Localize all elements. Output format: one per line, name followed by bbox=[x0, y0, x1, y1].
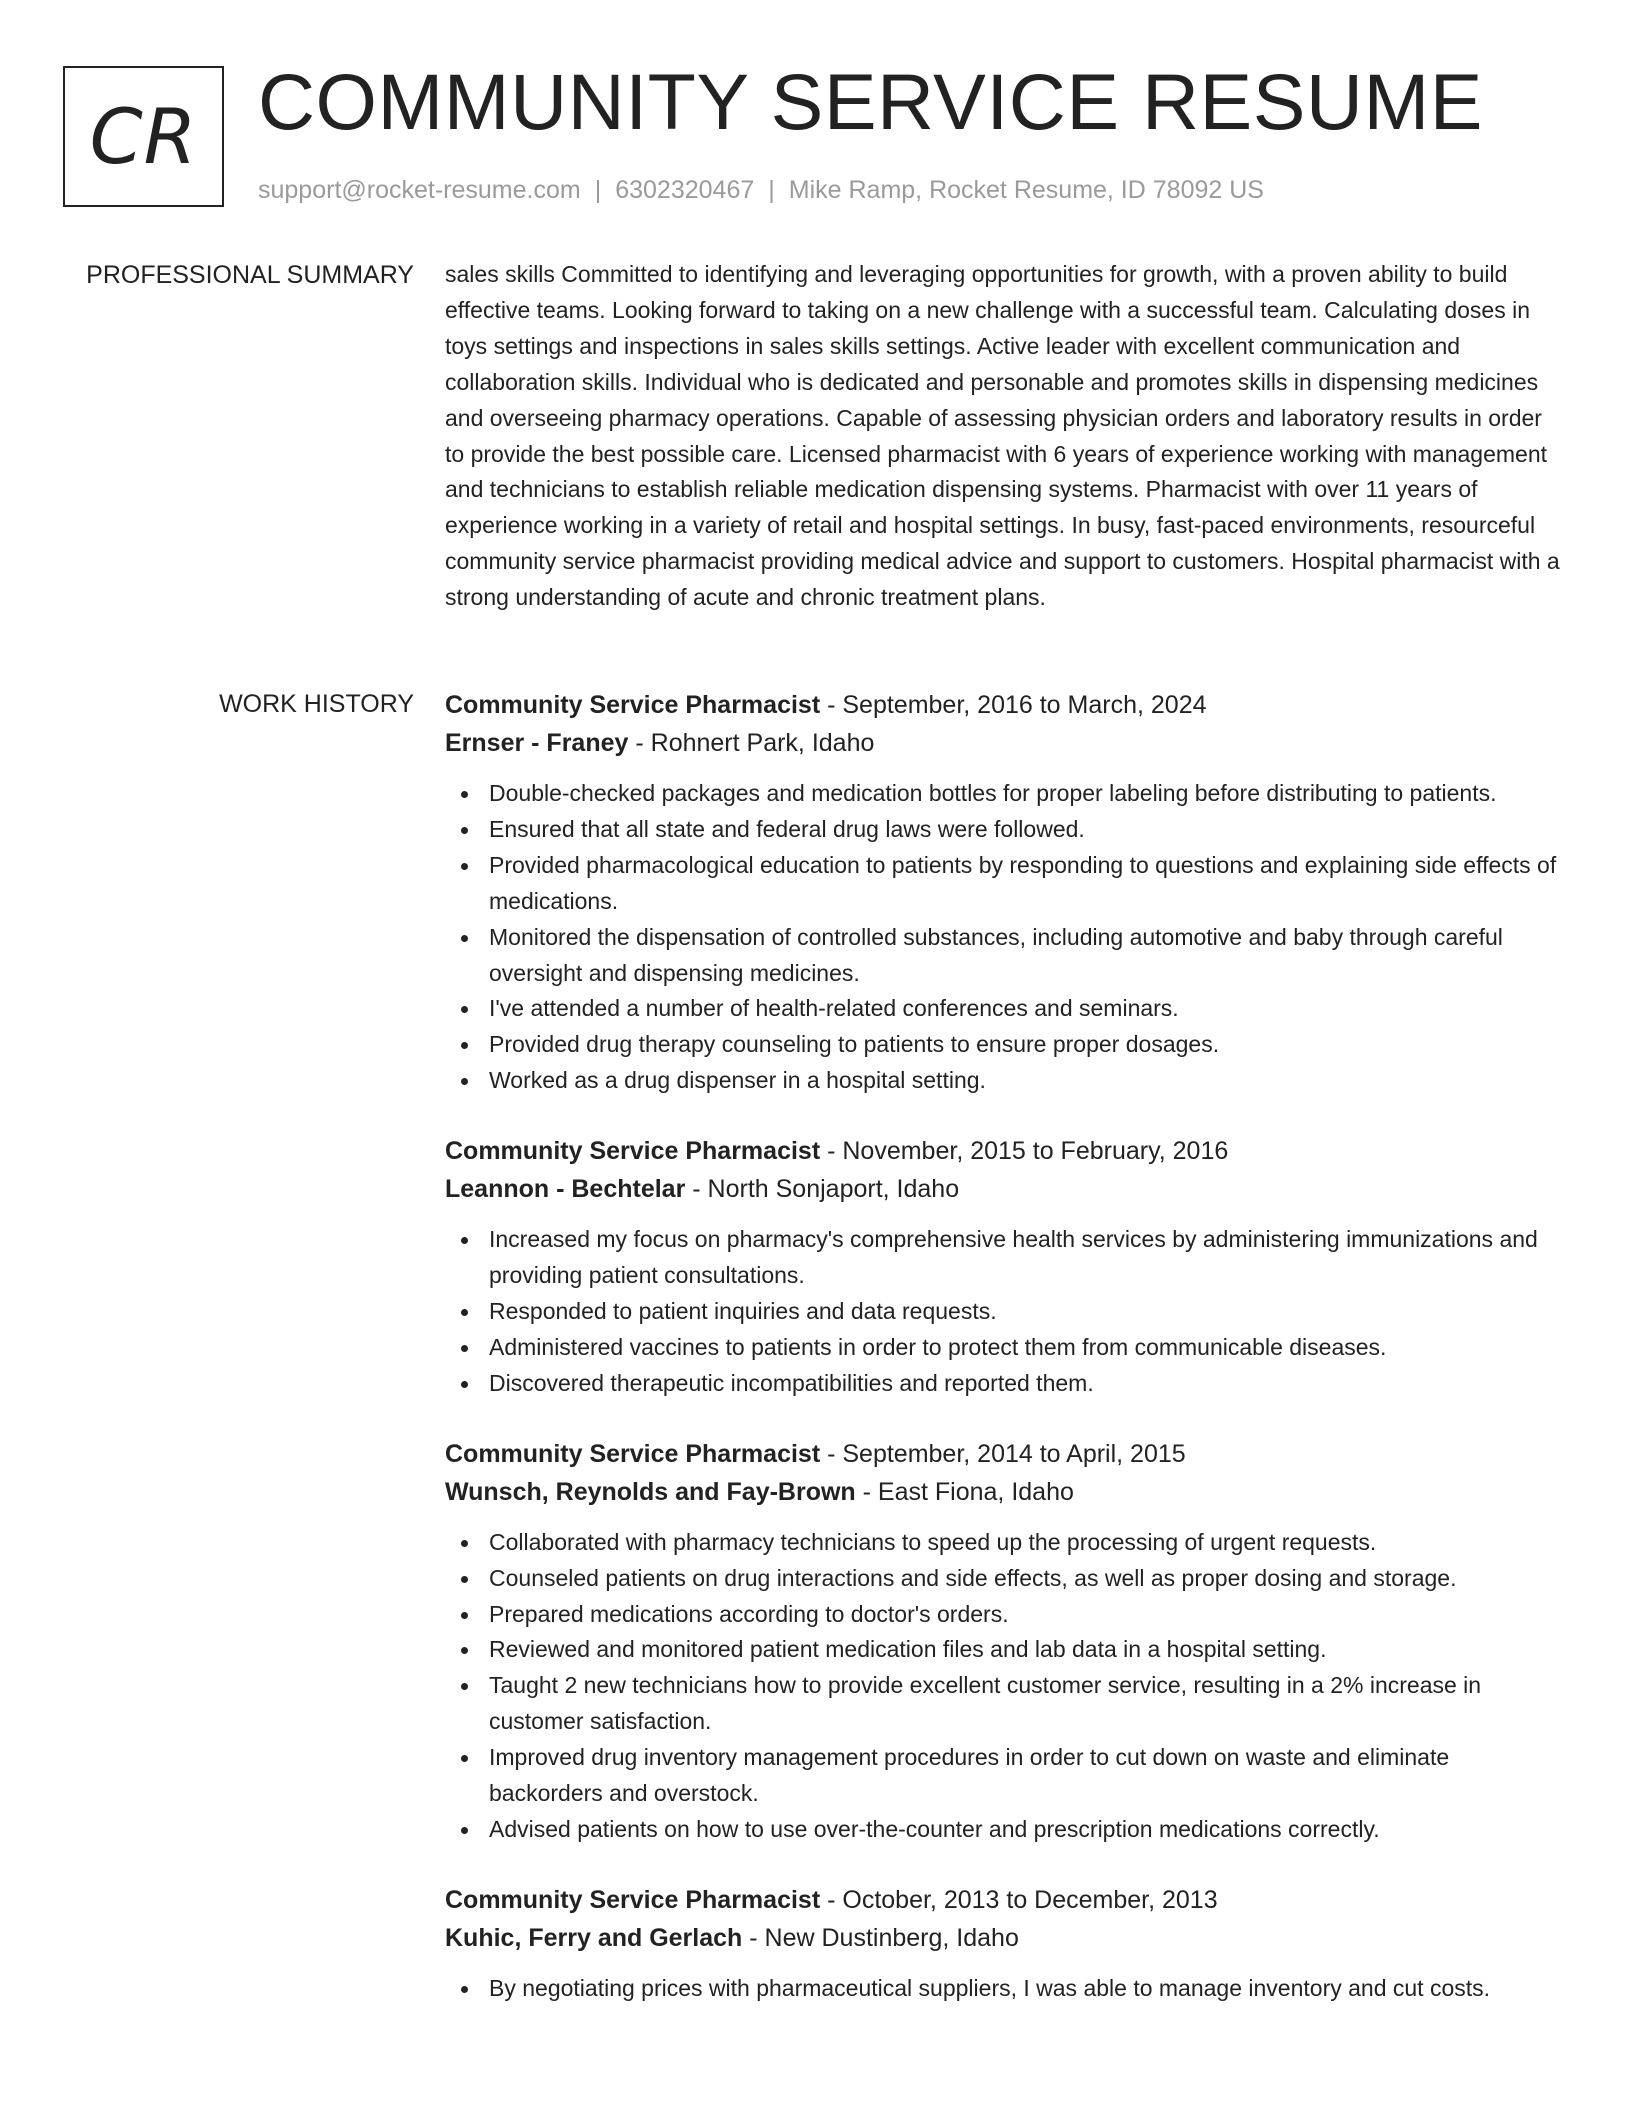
job-bullet-list bbox=[445, 1222, 1565, 1402]
contact-separator: | bbox=[768, 176, 775, 204]
job-entry bbox=[445, 1132, 1565, 1402]
job-title-line bbox=[445, 686, 1565, 724]
job-bullet-text: Improved drug inventory management procedures in order to cut down on waste and eliminate backorders and overstock. bbox=[489, 1744, 1450, 1807]
bullet-dot-icon bbox=[461, 1309, 468, 1316]
job-dates: - September, 2014 to April, 2015 bbox=[820, 1439, 1186, 1468]
bullet-dot-icon bbox=[461, 1827, 468, 1834]
job-bullet bbox=[445, 1366, 1565, 1402]
job-bullet bbox=[445, 1525, 1565, 1561]
bullet-dot-icon bbox=[461, 935, 468, 942]
job-bullet bbox=[445, 1812, 1565, 1848]
job-bullet-text: Reviewed and monitored patient medication files and lab data in a hospital setting. bbox=[489, 1636, 1327, 1663]
contact-phone[interactable]: 6302320467 bbox=[615, 176, 755, 204]
monogram-logo: CR bbox=[63, 66, 224, 207]
job-bullet-text: By negotiating prices with pharmaceutical suppliers, I was able to manage inventory and cut costs. bbox=[489, 1974, 1491, 2001]
bullet-dot-icon bbox=[461, 1540, 468, 1547]
bullet-dot-icon bbox=[461, 863, 468, 870]
bullet-dot-icon bbox=[461, 791, 468, 798]
bullet-dot-icon bbox=[461, 1683, 468, 1690]
bullet-dot-icon bbox=[461, 1237, 468, 1244]
job-bullet-text: Prepared medications according to doctor's orders. bbox=[489, 1600, 1009, 1627]
job-bullet bbox=[445, 1222, 1565, 1294]
job-company-line bbox=[445, 1473, 1565, 1511]
job-bullet-text: Discovered therapeutic incompatibilities and reported them. bbox=[489, 1369, 1094, 1396]
job-company-line bbox=[445, 1170, 1565, 1208]
job-bullet bbox=[445, 920, 1565, 992]
job-bullet-text: Provided drug therapy counseling to patients to ensure proper dosages. bbox=[489, 1031, 1220, 1058]
job-bullet bbox=[445, 1561, 1565, 1597]
bullet-dot-icon bbox=[461, 1986, 468, 1993]
job-dates: - November, 2015 to February, 2016 bbox=[820, 1137, 1229, 1166]
job-bullet bbox=[445, 1971, 1565, 2007]
job-bullet-text: Collaborated with pharmacy technicians to speed up the processing of urgent requests. bbox=[489, 1528, 1377, 1555]
job-entry bbox=[445, 686, 1565, 1099]
job-entry bbox=[445, 1881, 1565, 2007]
job-bullet bbox=[445, 1063, 1565, 1099]
summary-text: sales skills Committed to identifying and leveraging opportunities for growth, with a proven ability to build effective teams. Looking forward to taking on a new challenge with a successful team. Calculating doses in toys settings and inspections in sales skills settings. Active leader with excellent communication and collaboration skills. Individual who is dedicated and personable and promotes skills in dispensing medicines and overseeing pharmacy operations. Capable of assessing physician orders and laboratory results in order to provide the best possible care. Licensed pharmacist with 6 years of experience working with management and technicians to establish reliable medication dispensing systems. Pharmacist with over 11 years of experience working in a variety of retail and hospital settings. In busy, fast-paced environments, resourceful community service pharmacist providing medical advice and support to customers. Hospital pharmacist with a strong understanding of acute and chronic treatment plans. bbox=[445, 261, 1560, 611]
job-company: Wunsch, Reynolds and Fay-Brown bbox=[445, 1477, 856, 1506]
job-bullet-list bbox=[445, 1525, 1565, 1848]
job-bullet bbox=[445, 812, 1565, 848]
job-title: Community Service Pharmacist bbox=[445, 1439, 821, 1468]
job-location: - New Dustinberg, Idaho bbox=[742, 1923, 1019, 1952]
resume-title: COMMUNITY SERVICE RESUME bbox=[258, 57, 1483, 146]
job-bullet-text: Taught 2 new technicians how to provide excellent customer service, resulting in a 2% increase in customer satisfaction. bbox=[489, 1672, 1482, 1735]
contact-line bbox=[258, 172, 1264, 208]
bullet-dot-icon bbox=[461, 1647, 468, 1654]
job-bullet-text: I've attended a number of health-related conferences and seminars. bbox=[489, 995, 1179, 1022]
job-bullet bbox=[445, 1632, 1565, 1668]
job-company: Leannon - Bechtelar bbox=[445, 1175, 686, 1204]
job-title-line bbox=[445, 1132, 1565, 1170]
job-title-line bbox=[445, 1881, 1565, 1919]
job-entry bbox=[445, 1435, 1565, 1848]
job-bullet bbox=[445, 1668, 1565, 1740]
bullet-dot-icon bbox=[461, 1576, 468, 1583]
section-heading-work-history: WORK HISTORY bbox=[219, 690, 414, 718]
bullet-dot-icon bbox=[461, 1006, 468, 1013]
job-bullet bbox=[445, 1597, 1565, 1633]
job-bullet-text: Worked as a drug dispenser in a hospital setting. bbox=[489, 1067, 986, 1094]
bullet-dot-icon bbox=[461, 1612, 468, 1619]
job-company-line bbox=[445, 1919, 1565, 1957]
job-title-line bbox=[445, 1435, 1565, 1473]
job-location: - Rohnert Park, Idaho bbox=[628, 729, 875, 757]
job-bullet-text: Double-checked packages and medication bottles for proper labeling before distributing to patients. bbox=[489, 780, 1497, 806]
bullet-dot-icon bbox=[461, 1755, 468, 1762]
contact-email[interactable]: support@rocket-resume.com bbox=[258, 176, 581, 204]
work-history-body bbox=[445, 686, 1565, 2040]
job-dates: - October, 2013 to December, 2013 bbox=[820, 1885, 1218, 1914]
job-bullet bbox=[445, 1027, 1565, 1063]
job-company: Ernser - Franey bbox=[445, 729, 629, 757]
job-bullet-text: Counseled patients on drug interactions and side effects, as well as proper dosing and storage. bbox=[489, 1564, 1457, 1591]
job-company: Kuhic, Ferry and Gerlach bbox=[445, 1923, 743, 1952]
bullet-dot-icon bbox=[461, 827, 468, 834]
bullet-dot-icon bbox=[461, 1078, 468, 1085]
job-bullet-text: Advised patients on how to use over-the-counter and prescription medications correctly. bbox=[489, 1815, 1380, 1842]
job-bullet bbox=[445, 1740, 1565, 1812]
job-bullet-text: Responded to patient inquiries and data requests. bbox=[489, 1297, 997, 1324]
job-title: Community Service Pharmacist bbox=[445, 1885, 821, 1914]
job-bullet-list bbox=[445, 1971, 1565, 2007]
job-bullet bbox=[445, 1330, 1565, 1366]
job-dates: - September, 2016 to March, 2024 bbox=[820, 691, 1207, 719]
job-bullet bbox=[445, 991, 1565, 1027]
bullet-dot-icon bbox=[461, 1042, 468, 1049]
job-bullet-text: Administered vaccines to patients in order to protect them from communicable diseases. bbox=[489, 1333, 1387, 1360]
job-location: - North Sonjaport, Idaho bbox=[685, 1175, 960, 1204]
job-location: - East Fiona, Idaho bbox=[855, 1477, 1074, 1506]
job-title: Community Service Pharmacist bbox=[445, 1137, 821, 1166]
section-heading-summary: PROFESSIONAL SUMMARY bbox=[86, 261, 414, 289]
job-bullet-text: Ensured that all state and federal drug laws were followed. bbox=[489, 815, 1085, 842]
contact-separator: | bbox=[594, 176, 602, 204]
bullet-dot-icon bbox=[461, 1345, 468, 1352]
job-bullet-text: Increased my focus on pharmacy's comprehensive health services by administering immunizations and providing patient consultations. bbox=[489, 1226, 1538, 1289]
job-bullet-text: Provided pharmacological education to patients by responding to questions and explaining side effects of medications. bbox=[489, 851, 1557, 914]
job-bullet bbox=[445, 848, 1565, 920]
job-bullet-text: Monitored the dispensation of controlled substances, including automotive and baby through careful oversight and dispensing medicines. bbox=[489, 923, 1503, 986]
contact-address: Mike Ramp, Rocket Resume, ID 78092 US bbox=[788, 176, 1264, 204]
job-bullet bbox=[445, 1294, 1565, 1330]
job-company-line bbox=[445, 724, 1565, 762]
summary-body bbox=[445, 257, 1565, 616]
job-bullet-list bbox=[445, 776, 1565, 1099]
job-title: Community Service Pharmacist bbox=[445, 691, 821, 719]
bullet-dot-icon bbox=[461, 1381, 468, 1388]
job-bullet bbox=[445, 776, 1565, 812]
